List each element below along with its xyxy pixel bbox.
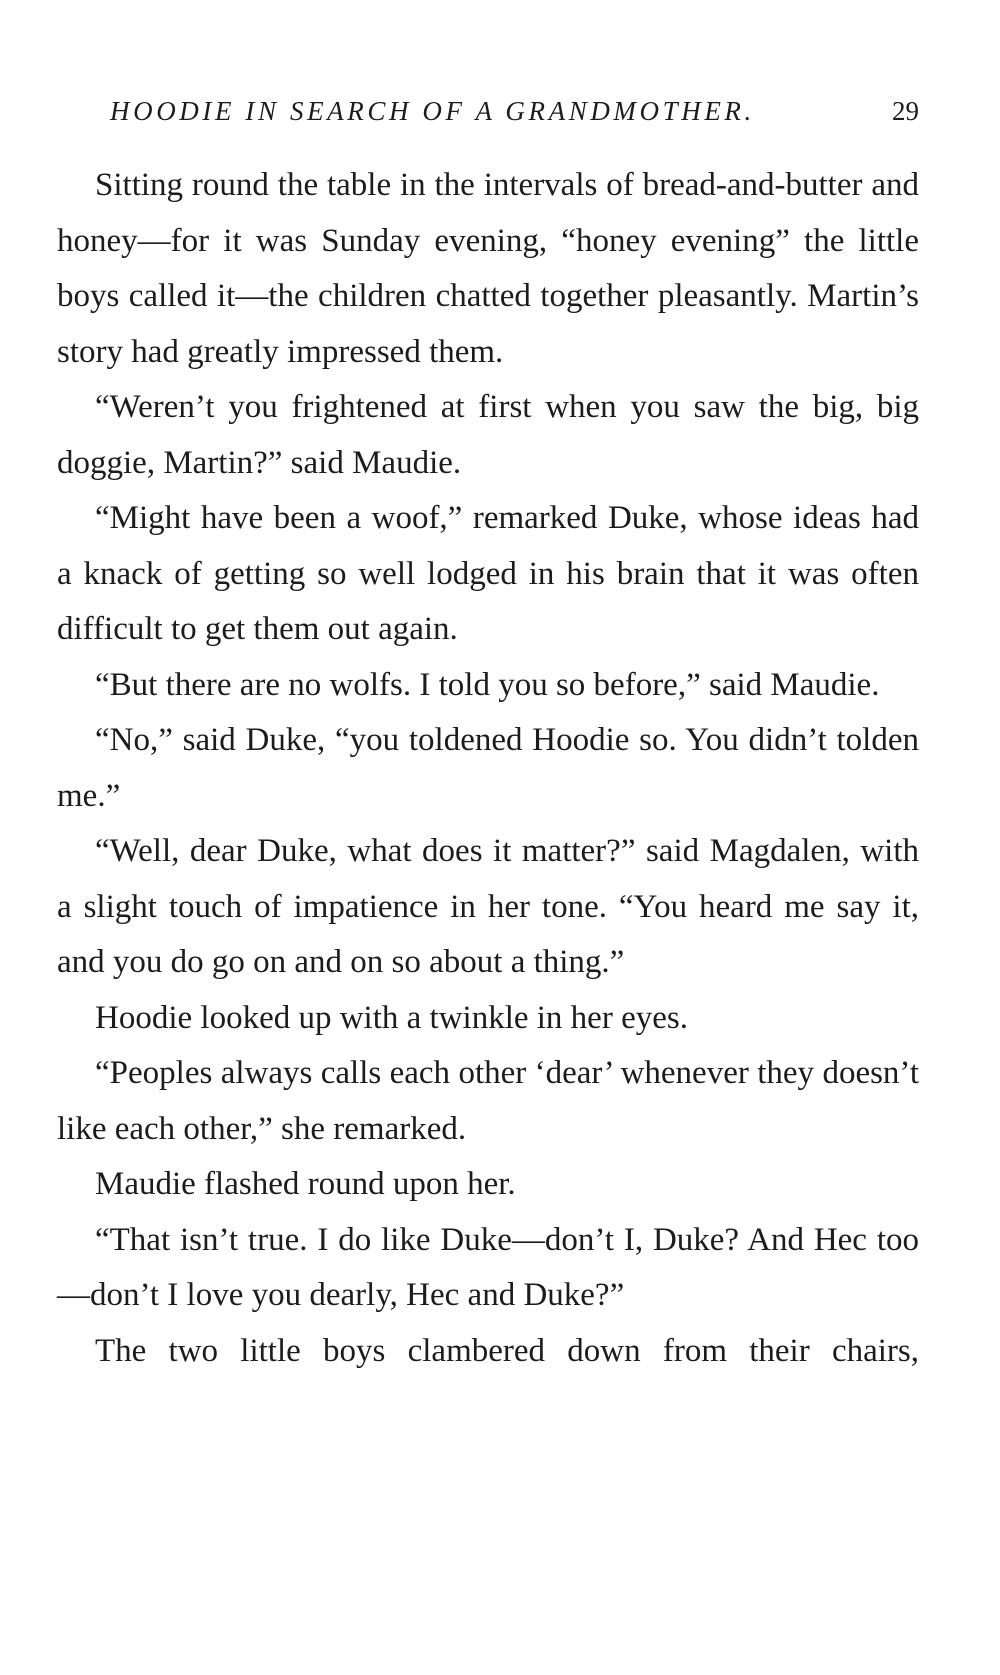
page-number: 29 xyxy=(892,96,919,126)
paragraph: “Peoples always calls each other ‘dear’ whenever they doesn’t like each other,” she remarked. xyxy=(57,1055,919,1147)
paragraph: “Might have been a woof,” remarked Duke, whose ideas had a knack of getting so well lodged in his brain that it was often difficult to get them out again. xyxy=(57,500,919,647)
paragraph: Sitting round the table in the intervals of bread-and-butter and honey—for it was Sunday evening, “honey evening” the little boys called it—the children chatted together pleasantly. Martin’s story had greatly impressed them. xyxy=(57,167,919,370)
paragraph: Hoodie looked up with a twinkle in her eyes. xyxy=(95,999,688,1036)
paragraph: The two little boys clambered down from their chairs, xyxy=(95,1332,919,1369)
running-title: HOODIE IN SEARCH OF A GRANDMOTHER. xyxy=(110,96,755,126)
page-content xyxy=(57,96,919,1379)
paragraph: “No,” said Duke, “you toldened Hoodie so. You didn’t tolden me.” xyxy=(57,722,919,814)
paragraph: Maudie flashed round upon her. xyxy=(95,1166,516,1202)
paragraph: “Well, dear Duke, what does it matter?” said Magdalen, with a slight touch of impatience in her tone. “You heard me say it, and you do go on and on so about a thing.” xyxy=(57,833,919,980)
body-text xyxy=(57,158,919,1379)
paragraph: “But there are no wolfs. I told you so before,” said Maudie. xyxy=(95,666,880,703)
paragraph: “Weren’t you frightened at first when you saw the big, big doggie, Martin?” said Maudie. xyxy=(57,389,919,481)
paragraph: “That isn’t true. I do like Duke—don’t I, Duke? And Hec too—don’t I love you dearly, Hec and Duke?” xyxy=(57,1221,919,1313)
running-header xyxy=(57,96,919,138)
